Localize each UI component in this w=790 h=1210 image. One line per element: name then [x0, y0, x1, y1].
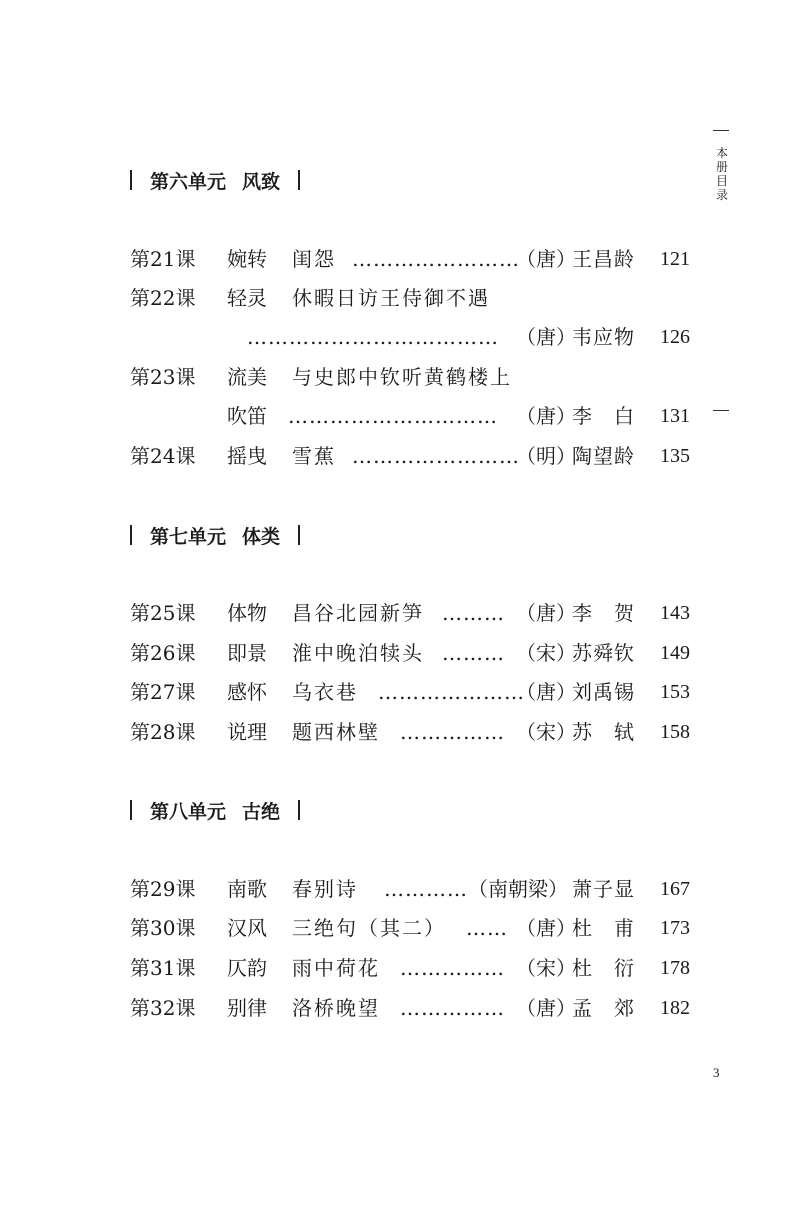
sidebar-char-1: 本 — [715, 146, 728, 160]
lesson-title-continued: 吹笛 — [227, 404, 267, 428]
dynasty: （唐） — [516, 247, 576, 271]
dynasty: （南朝梁） — [468, 877, 568, 901]
lesson-title: 洛桥晚望 — [292, 996, 380, 1020]
leader-dots: ……… — [442, 601, 505, 625]
sidebar-char-3: 目 — [715, 174, 728, 188]
dynasty: （宋） — [516, 641, 576, 665]
unit-number: 第七单元 — [150, 525, 227, 548]
leader-dots: …………………… — [352, 247, 520, 271]
author: 刘禹锡 — [572, 680, 635, 704]
lesson-theme: 汉风 — [227, 916, 267, 940]
toc-row-27[interactable] — [130, 678, 690, 706]
author: 韦应物 — [572, 325, 635, 349]
author: 萧子显 — [572, 877, 635, 901]
leader-dots: …………… — [400, 956, 505, 980]
page-number: 178 — [660, 957, 690, 979]
page-number: 143 — [660, 602, 690, 624]
author: 杜 衍 — [572, 956, 635, 980]
page-number: 121 — [660, 248, 690, 270]
dynasty: （唐） — [516, 325, 576, 349]
lesson-theme: 轻灵 — [227, 286, 267, 310]
leader-dots: ………………… — [378, 680, 525, 704]
leader-dots: ……………………………… — [247, 325, 499, 349]
lesson-title: 淮中晚泊犊头 — [292, 641, 424, 665]
page-number: 173 — [660, 917, 690, 939]
leader-dots: …………… — [400, 996, 505, 1020]
author: 王昌龄 — [572, 247, 635, 271]
lesson-number: 第21课 — [130, 247, 196, 271]
unit-theme: 体类 — [242, 525, 281, 548]
unit-theme: 古绝 — [242, 800, 281, 823]
author: 孟 郊 — [572, 996, 635, 1020]
unit-bar-right — [298, 525, 300, 545]
lesson-title: 题西林壁 — [292, 720, 380, 744]
author: 李 贺 — [572, 601, 635, 625]
author: 陶望龄 — [572, 444, 635, 468]
dynasty: （唐） — [516, 996, 576, 1020]
unit-bar-right — [298, 800, 300, 820]
page-number: 149 — [660, 642, 690, 664]
toc-row-30[interactable] — [130, 914, 690, 942]
unit-number: 第八单元 — [150, 800, 227, 823]
lesson-number: 第22课 — [130, 286, 196, 310]
lesson-theme: 即景 — [227, 641, 267, 665]
lesson-theme: 说理 — [227, 720, 267, 744]
toc-row-22-cont[interactable] — [130, 323, 690, 351]
lesson-title: 昌谷北园新笋 — [292, 601, 424, 625]
toc-row-25[interactable] — [130, 599, 690, 627]
unit-theme: 风致 — [242, 170, 281, 193]
unit-header-8 — [130, 798, 300, 822]
unit-bar-left — [130, 170, 132, 190]
lesson-theme: 体物 — [227, 601, 267, 625]
lesson-title: 与史郎中钦听黄鹤楼上 — [292, 365, 512, 389]
lesson-title: 春别诗 — [292, 877, 358, 901]
lesson-title: 休暇日访王侍御不遇 — [292, 286, 490, 310]
lesson-title: 三绝句（其二） — [292, 916, 446, 940]
leader-dots: …… — [466, 916, 508, 940]
page-number: 131 — [660, 405, 690, 427]
lesson-number: 第29课 — [130, 877, 196, 901]
lesson-number: 第31课 — [130, 956, 196, 980]
dynasty: （宋） — [516, 956, 576, 980]
toc-row-21[interactable] — [130, 245, 690, 273]
leader-dots: ………… — [384, 877, 468, 901]
lesson-title: 雪蕉 — [292, 444, 336, 468]
lesson-title: 雨中荷花 — [292, 956, 380, 980]
unit-bar-left — [130, 800, 132, 820]
lesson-theme: 南歌 — [227, 877, 267, 901]
middle-rule — [713, 410, 729, 411]
toc-row-31[interactable] — [130, 954, 690, 982]
toc-row-26[interactable] — [130, 639, 690, 667]
lesson-number: 第26课 — [130, 641, 196, 665]
lesson-number: 第30课 — [130, 916, 196, 940]
dynasty: （唐） — [516, 680, 576, 704]
dynasty: （唐） — [516, 601, 576, 625]
unit-bar-right — [298, 170, 300, 190]
dynasty: （宋） — [516, 720, 576, 744]
unit-header-7 — [130, 523, 300, 547]
leader-dots: …………… — [400, 720, 505, 744]
leader-dots: …………………… — [352, 444, 520, 468]
lesson-theme: 摇曳 — [227, 444, 267, 468]
sidebar-char-2: 册 — [715, 160, 728, 174]
toc-row-23[interactable] — [130, 363, 690, 391]
lesson-number: 第24课 — [130, 444, 196, 468]
unit-header-6 — [130, 168, 300, 192]
page-number: 135 — [660, 445, 690, 467]
page-number: 182 — [660, 997, 690, 1019]
leader-dots: ………………………… — [288, 404, 498, 428]
page-number: 167 — [660, 878, 690, 900]
author: 李 白 — [572, 404, 635, 428]
dynasty: （唐） — [516, 916, 576, 940]
lesson-theme: 婉转 — [227, 247, 267, 271]
page-number: 126 — [660, 326, 690, 348]
author: 苏舜钦 — [572, 641, 635, 665]
unit-number: 第六单元 — [150, 170, 227, 193]
lesson-number: 第28课 — [130, 720, 196, 744]
unit-bar-left — [130, 525, 132, 545]
toc-row-28[interactable] — [130, 718, 690, 746]
lesson-theme: 感怀 — [227, 680, 267, 704]
toc-row-32[interactable] — [130, 994, 690, 1022]
sidebar-label — [713, 146, 731, 202]
lesson-theme: 流美 — [227, 365, 267, 389]
top-rule — [713, 130, 729, 131]
toc-row-29[interactable] — [130, 875, 690, 903]
sidebar-char-4: 录 — [715, 188, 728, 202]
author: 杜 甫 — [572, 916, 635, 940]
lesson-number: 第25课 — [130, 601, 196, 625]
lesson-number: 第32课 — [130, 996, 196, 1020]
lesson-theme: 别律 — [227, 996, 267, 1020]
toc-row-22[interactable] — [130, 284, 690, 312]
dynasty: （唐） — [516, 404, 576, 428]
lesson-title: 乌衣巷 — [292, 680, 358, 704]
folio-page-number: 3 — [713, 1065, 720, 1080]
lesson-title: 闺怨 — [292, 247, 336, 271]
lesson-number: 第23课 — [130, 365, 196, 389]
author: 苏 轼 — [572, 720, 635, 744]
dynasty: （明） — [516, 444, 576, 468]
leader-dots: ……… — [442, 641, 505, 665]
page-number: 153 — [660, 681, 690, 703]
toc-row-23-cont[interactable] — [130, 402, 690, 430]
toc-row-24[interactable] — [130, 442, 690, 470]
page-number: 158 — [660, 721, 690, 743]
lesson-theme: 仄韵 — [227, 956, 267, 980]
lesson-number: 第27课 — [130, 680, 196, 704]
